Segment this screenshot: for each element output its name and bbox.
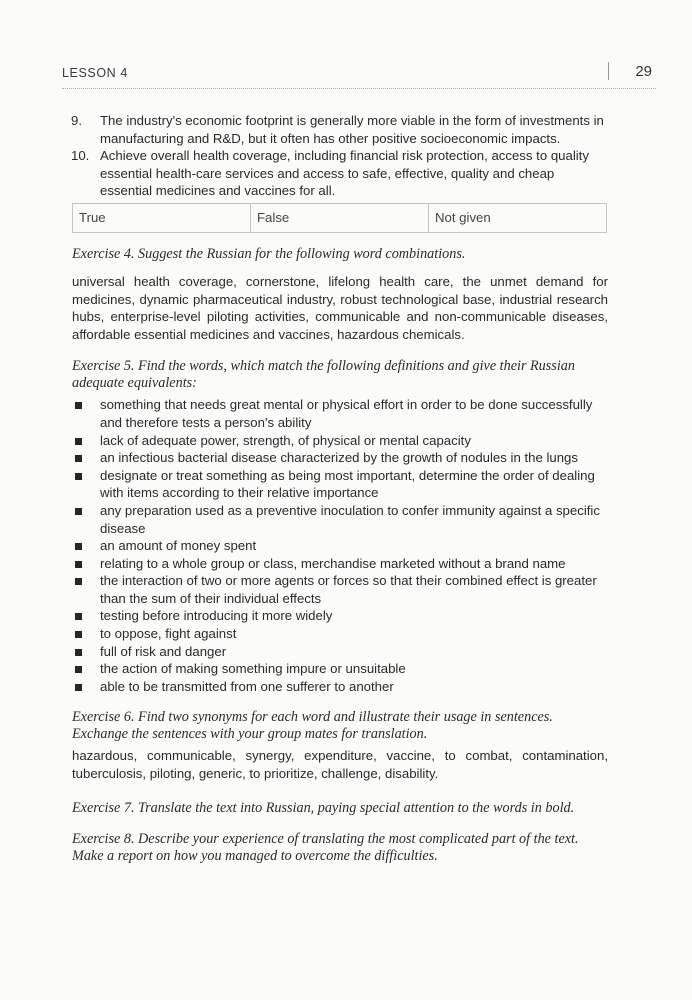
page-number: 29 (635, 63, 652, 80)
bullet-square-icon (75, 508, 82, 515)
statement-9 (72, 112, 608, 147)
definition-item (72, 432, 608, 450)
definition-list (72, 396, 608, 695)
answer-row (73, 203, 607, 232)
bullet-square-icon (75, 473, 82, 480)
definition-item (72, 607, 608, 625)
exercise-7-title: Exercise 7. Translate the text into Russian, paying special attention to the words in bold. (72, 799, 575, 816)
definition-item (72, 678, 608, 696)
definition-text: the interaction of two or more agents or forces so that their combined effect is greater than the sum of their individual effects (100, 573, 597, 606)
bullet-square-icon (75, 543, 82, 550)
bullet-square-icon (75, 402, 82, 409)
definition-text: to oppose, fight against (100, 626, 237, 642)
definition-text: any preparation used as a preventive inoculation to confer immunity against a specific disease (100, 502, 600, 536)
definition-text: testing before introducing it more widely (100, 608, 333, 624)
bullet-square-icon (75, 455, 82, 462)
statement-10 (72, 147, 608, 200)
definition-item (72, 555, 608, 573)
definition-item (72, 660, 608, 678)
definition-text: full of risk and danger (100, 643, 227, 659)
statement-number: 10. (71, 148, 90, 164)
answer-false: False (251, 203, 429, 232)
bullet-square-icon (75, 438, 82, 445)
definition-item (72, 396, 608, 431)
definition-text: an amount of money spent (100, 538, 257, 554)
bullet-square-icon (75, 649, 82, 656)
definition-text: designate or treat something as being most important, determine the order of dealing with items according to their relative importance (100, 467, 595, 501)
answer-table (72, 203, 607, 233)
header-divider (608, 62, 609, 80)
bullet-square-icon (75, 561, 82, 568)
definition-text: relating to a whole group or class, merchandise marketed without a brand name (100, 555, 566, 571)
exercise-6-title: Exercise 6. Find two synonyms for each word and illustrate their usage in sentences. Exchange the sentences with your group mates for translation. (72, 709, 553, 743)
definition-item (72, 643, 608, 661)
definition-item (72, 625, 608, 643)
answer-not-given: Not given (429, 203, 607, 232)
bullet-square-icon (75, 631, 82, 638)
answer-true: True (73, 203, 251, 232)
definition-text: lack of adequate power, strength, of physical or mental capacity (100, 432, 471, 448)
exercise-4-text: universal health coverage, cornerstone, lifelong health care, the unmet demand for medicines, dynamic pharmaceutical industry, robust technological base, industrial research hubs, enterprise-level piloting activities, communicable and non-communicable diseases, affordable essential medicines and vaccines, hazardous chemicals. (72, 273, 608, 342)
definition-text: an infectious bacterial disease characterized by the growth of nodules in the lungs (100, 450, 578, 466)
bullet-square-icon (75, 613, 82, 620)
definition-item (72, 449, 608, 467)
page-content (72, 112, 608, 865)
statement-number: 9. (71, 113, 82, 128)
exercise-6-text: hazardous, communicable, synergy, expenditure, vaccine, to combat, contamination, tuberculosis, piloting, generic, to prioritize, challenge, disability. (72, 748, 608, 782)
definition-item (72, 572, 608, 607)
definition-item (72, 537, 608, 555)
exercise-5-title: Exercise 5. Find the words, which match the following definitions and give their Russian adequate equivalents: (72, 358, 575, 392)
statement-text: The industry's economic footprint is generally more viable in the form of investments in manufacturing and R&D, but it often has other positive socioeconomic impacts. (100, 113, 604, 146)
definition-text: the action of making something impure or unsuitable (100, 661, 406, 677)
definition-text: something that needs great mental or physical effort in order to be done successfully and therefore tests a person's ability (100, 397, 593, 430)
page-header (62, 63, 656, 90)
bullet-square-icon (75, 666, 82, 673)
bullet-square-icon (75, 578, 82, 585)
statement-text: Achieve overall health coverage, including financial risk protection, access to quality essential health-care services and access to safe, effective, quality and cheap essential medicines and vaccines for all. (100, 148, 589, 199)
definition-item (72, 502, 608, 537)
bullet-square-icon (75, 684, 82, 691)
definition-text: able to be transmitted from one sufferer to another (100, 678, 394, 694)
header-rule (62, 88, 656, 89)
lesson-label: LESSON 4 (62, 66, 128, 80)
exercise-4-title: Exercise 4. Suggest the Russian for the following word combinations. (72, 245, 466, 262)
exercise-8-title: Exercise 8. Describe your experience of translating the most complicated part of the text. Make a report on how you managed to overcome the difficulties. (72, 830, 579, 864)
definition-item (72, 467, 608, 502)
